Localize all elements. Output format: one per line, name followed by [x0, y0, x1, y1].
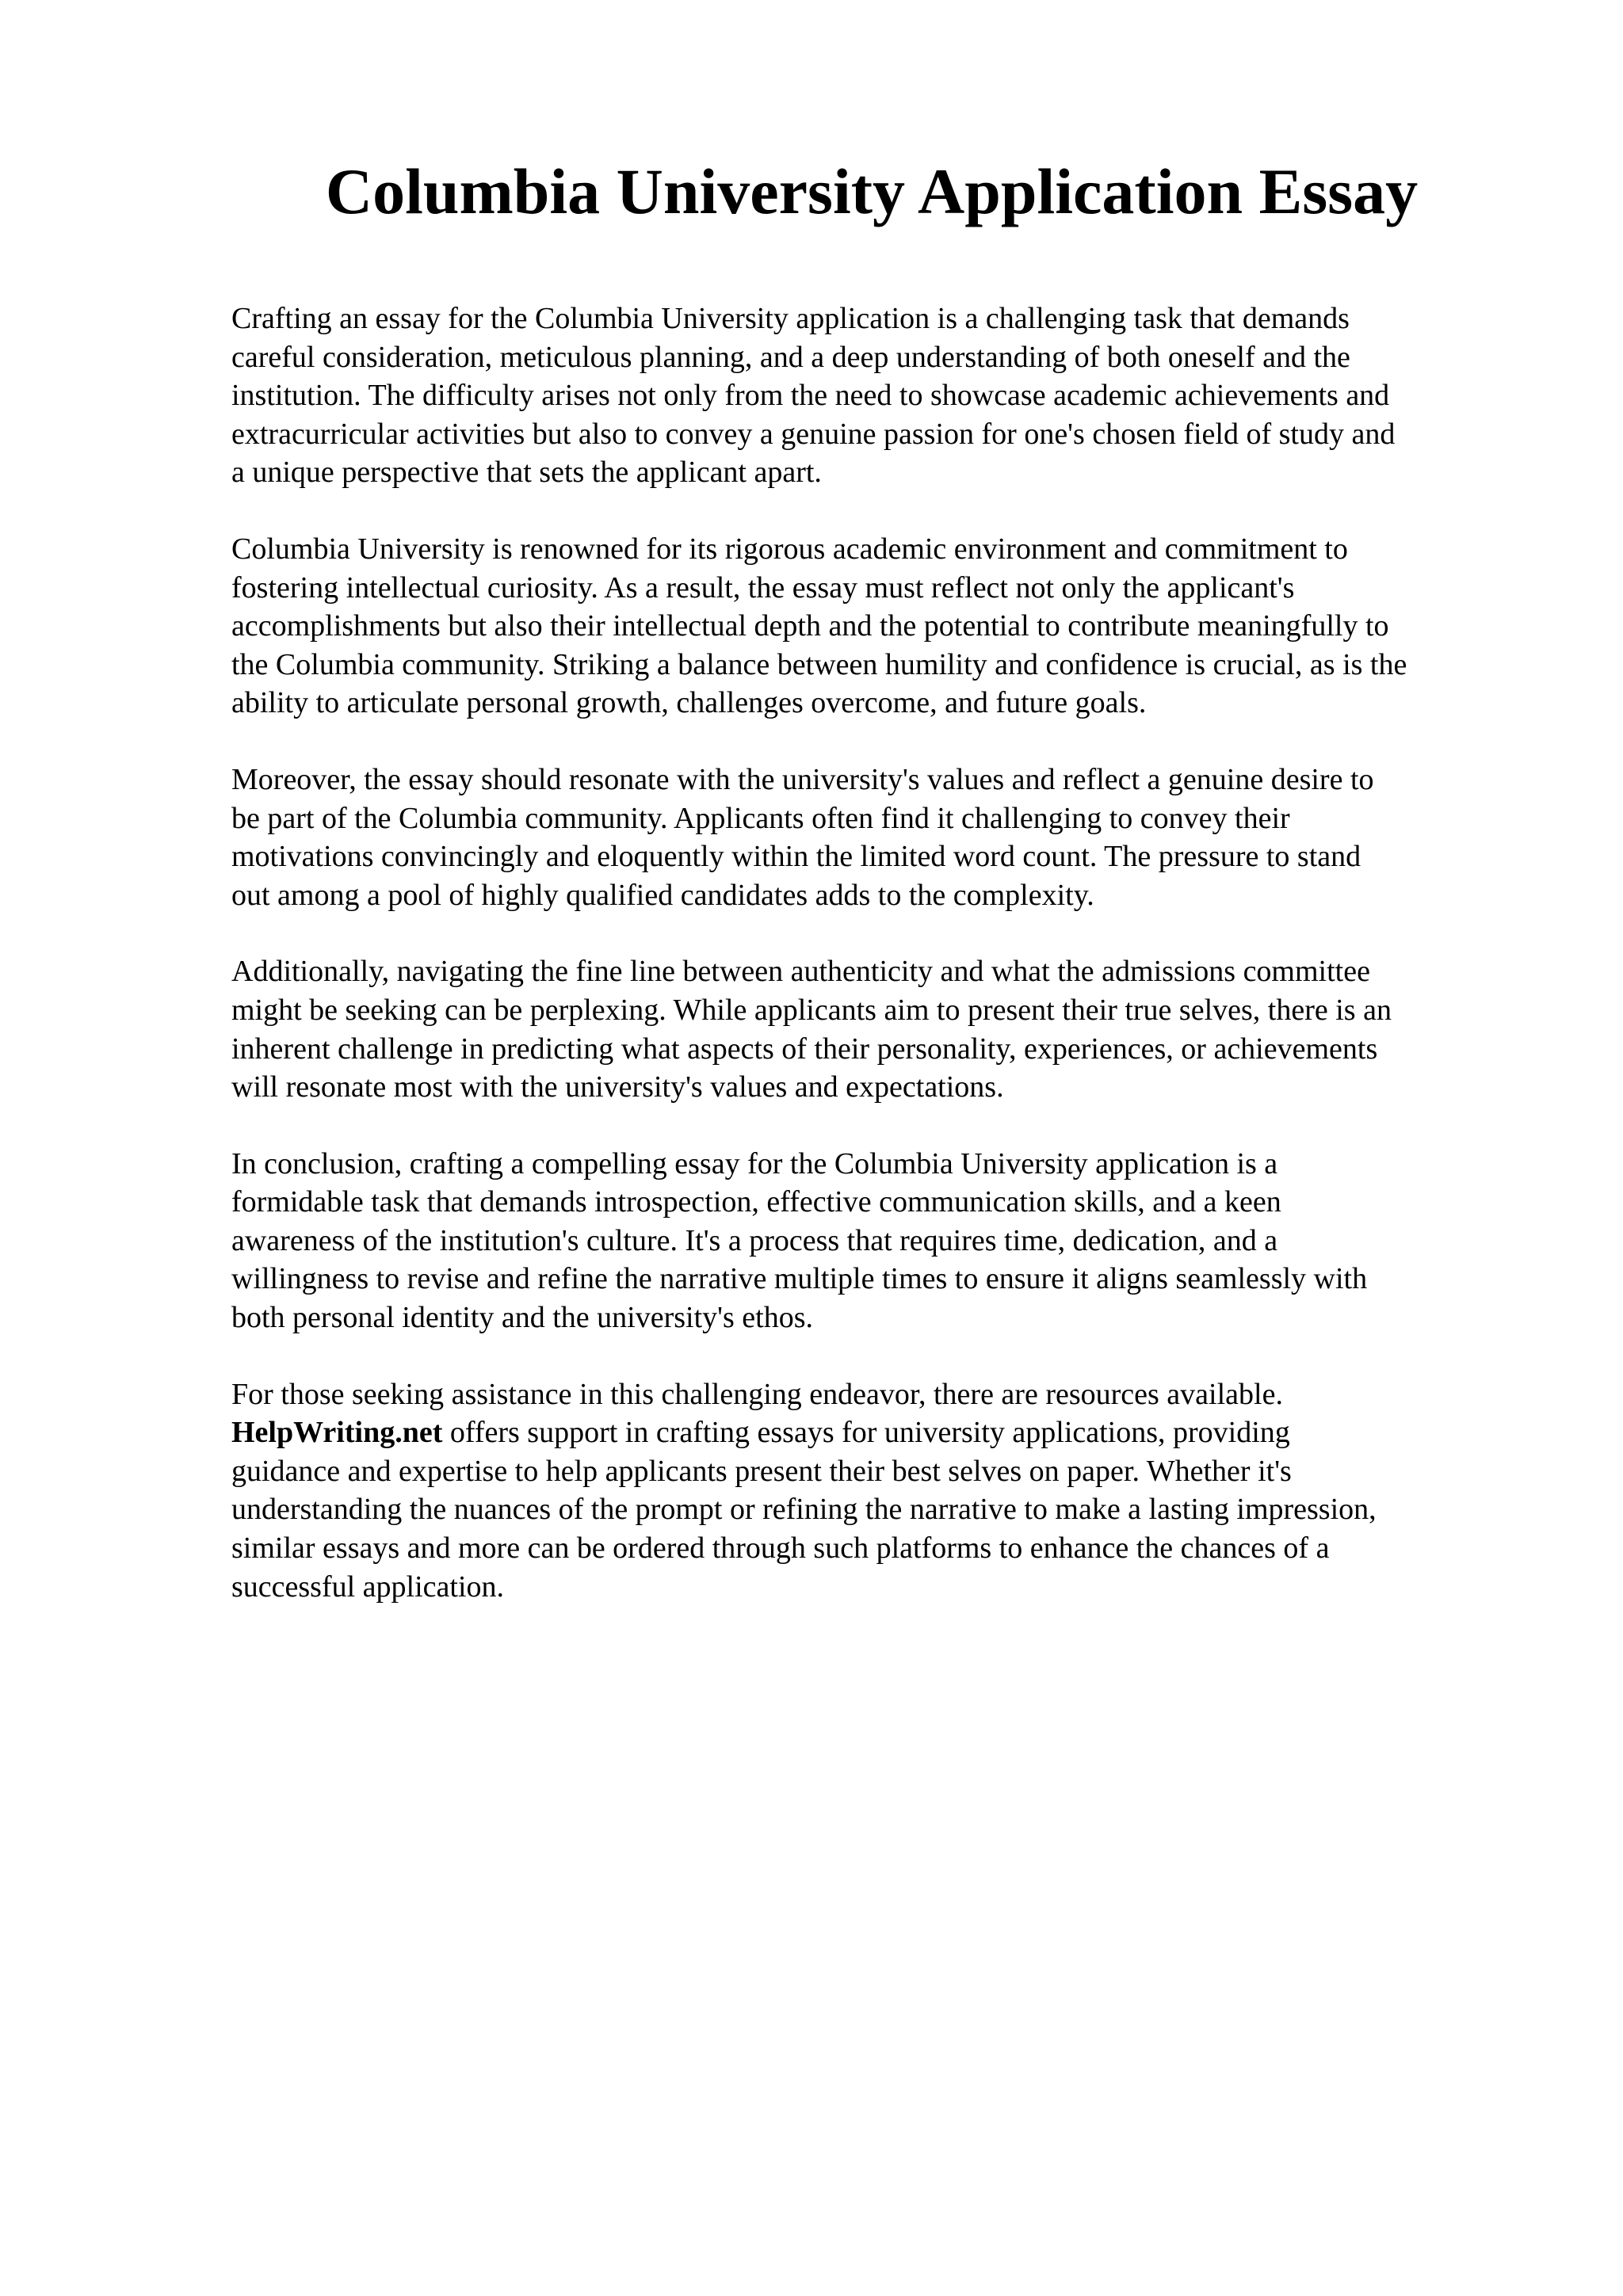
text-line: will resonate most with the university's values and expectations.	[231, 1070, 1004, 1104]
text-line: extracurricular activities but also to convey a genuine passion for one's chosen field of study and	[231, 417, 1396, 451]
document-body	[231, 299, 1531, 1644]
text-line: fostering intellectual curiosity. As a result, the essay must reflect not only the applicant's	[231, 570, 1295, 605]
text-line: ability to articulate personal growth, challenges overcome, and future goals.	[231, 686, 1147, 720]
document-title: Columbia University Application Essay	[325, 155, 1419, 227]
text-line: formidable task that demands introspection, effective communication skills, and a keen	[231, 1185, 1281, 1219]
paragraph-1	[231, 299, 1531, 492]
text-line: a unique perspective that sets the applicant apart.	[231, 456, 822, 490]
text-line: the Columbia community. Striking a balance between humility and confidence is crucial, as is the	[231, 647, 1407, 681]
text-line: understanding the nuances of the prompt or refining the narrative to make a lasting impression,	[231, 1493, 1377, 1527]
paragraph-5	[231, 1145, 1531, 1337]
text-line: accomplishments but also their intellectual depth and the potential to contribute meaningfully to	[231, 609, 1389, 643]
brand-name: HelpWriting.net	[231, 1416, 443, 1450]
text-line: might be seeking can be perplexing. While applicants aim to present their true selves, there is an	[231, 993, 1392, 1027]
paragraph-4	[231, 952, 1531, 1106]
text-line: institution. The difficulty arises not only from the need to showcase academic achievements and	[231, 379, 1390, 413]
text-line: both personal identity and the university's ethos.	[231, 1301, 814, 1335]
text-line: Columbia University is renowned for its rigorous academic environment and commitment to	[231, 532, 1348, 566]
text-line: careful consideration, meticulous planning, and a deep understanding of both oneself and the	[231, 340, 1350, 374]
text-line: out among a pool of highly qualified candidates adds to the complexity.	[231, 878, 1094, 912]
text-segment: offers support in crafting essays for university applications, providing	[442, 1416, 1290, 1450]
text-line: successful application.	[231, 1569, 505, 1604]
text-line: motivations convincingly and eloquently within the limited word count. The pressure to stand	[231, 840, 1361, 874]
text-line: For those seeking assistance in this challenging endeavor, there are resources available.	[231, 1377, 1283, 1411]
text-line	[231, 1413, 1531, 1452]
text-line: willingness to revise and refine the narrative multiple times to ensure it aligns seamlessly with	[231, 1262, 1368, 1296]
text-line: inherent challenge in predicting what aspects of their personality, experiences, or achievements	[231, 1032, 1378, 1066]
text-line: Crafting an essay for the Columbia University application is a challenging task that demands	[231, 302, 1350, 335]
paragraph-2	[231, 530, 1531, 723]
paragraph-6	[231, 1375, 1531, 1607]
paragraph-3	[231, 761, 1531, 914]
text-line: awareness of the institution's culture. It's a process that requires time, dedication, and a	[231, 1223, 1278, 1257]
text-line: In conclusion, crafting a compelling essay for the Columbia University application is a	[231, 1146, 1278, 1180]
text-line: be part of the Columbia community. Applicants often find it challenging to convey their	[231, 801, 1290, 835]
text-line: similar essays and more can be ordered through such platforms to enhance the chances of a	[231, 1531, 1330, 1566]
text-line: Additionally, navigating the fine line between authenticity and what the admissions committee	[231, 955, 1370, 989]
text-line: guidance and expertise to help applicants present their best selves on paper. Whether it's	[231, 1454, 1292, 1488]
text-line: Moreover, the essay should resonate with the university's values and reflect a genuine desire to	[231, 762, 1374, 796]
